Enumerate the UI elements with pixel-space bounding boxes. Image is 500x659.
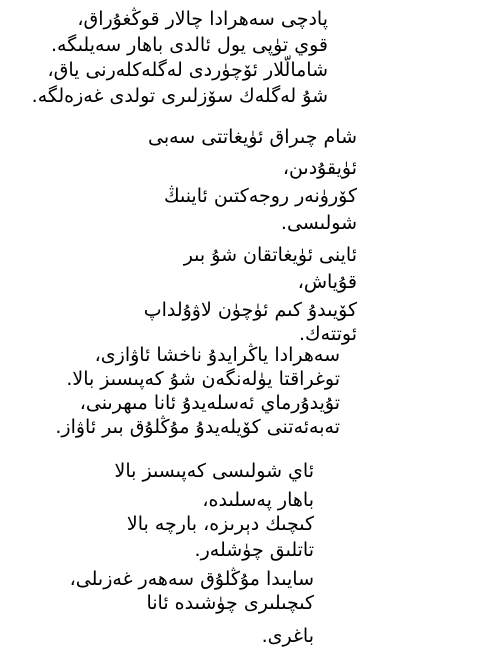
stanza3-line: تۇيدۇرماي ئەسلەيدۇ ئانا مىھرىنى، xyxy=(79,392,340,414)
stanza1-line: قوي تۈپى يول ئالدى باھار سەيلىگە. xyxy=(50,34,328,56)
stanza3-line: تەبەئەتنى كۆيلەيدۇ مۇڭلۇق بىر ئاۋاز. xyxy=(55,416,340,438)
stanza4-line: ئاي شولىسى كەپىسىز بالا xyxy=(114,460,314,482)
stanza2-line: شولىسى. xyxy=(280,212,357,234)
stanza4-line: كىچىلىرى چۈشىدە ئانا xyxy=(146,592,314,614)
stanza4-line: كىچىك دېرىزە، بارچە بالا xyxy=(126,513,314,535)
stanza2-line: ئوتتەك. xyxy=(298,323,357,345)
stanza2-line: كۆيىدۇ كىم ئۈچۈن لاۋۇلداپ xyxy=(143,299,357,321)
stanza2-line: ئاينى ئۈيغاتقان شۇ بىر xyxy=(183,244,357,266)
stanza4-line: تاتلىق چۈشلەر. xyxy=(194,539,314,561)
stanza2-line: ئۈيقۇدىن، xyxy=(282,157,357,179)
stanza4-line: سايىدا مۇڭلۇق سەھەر غەزىلى، xyxy=(69,568,314,590)
stanza4-line: باھار پەسلىدە، xyxy=(202,489,314,511)
stanza3-line: سەھرادا ياڭرايدۇ ناخشا ئاۋازى، xyxy=(94,344,340,366)
stanza4-line: باغرى. xyxy=(261,625,314,647)
stanza3-line: توغراقتا يۈلەنگەن شۇ كەپىسىز بالا. xyxy=(66,368,340,390)
stanza1-line: شامالّلار ئۆچۈردى لەگلەكلەرنى ياق، xyxy=(47,59,328,81)
stanza1-line: پادچى سەھرادا چالار قوڭغۇراق، xyxy=(77,8,328,30)
stanza1-line: شۇ لەگلەك سۆزلىرى تولدى غەزەلگە. xyxy=(31,85,328,107)
stanza2-line: كۆرۈنەر روجەكتىن ئاينىڭ xyxy=(163,185,357,207)
stanza2-line: شام چىراق ئۈيغاتتى سەبى xyxy=(147,126,357,148)
stanza2-line: قۇياش، xyxy=(297,271,357,293)
